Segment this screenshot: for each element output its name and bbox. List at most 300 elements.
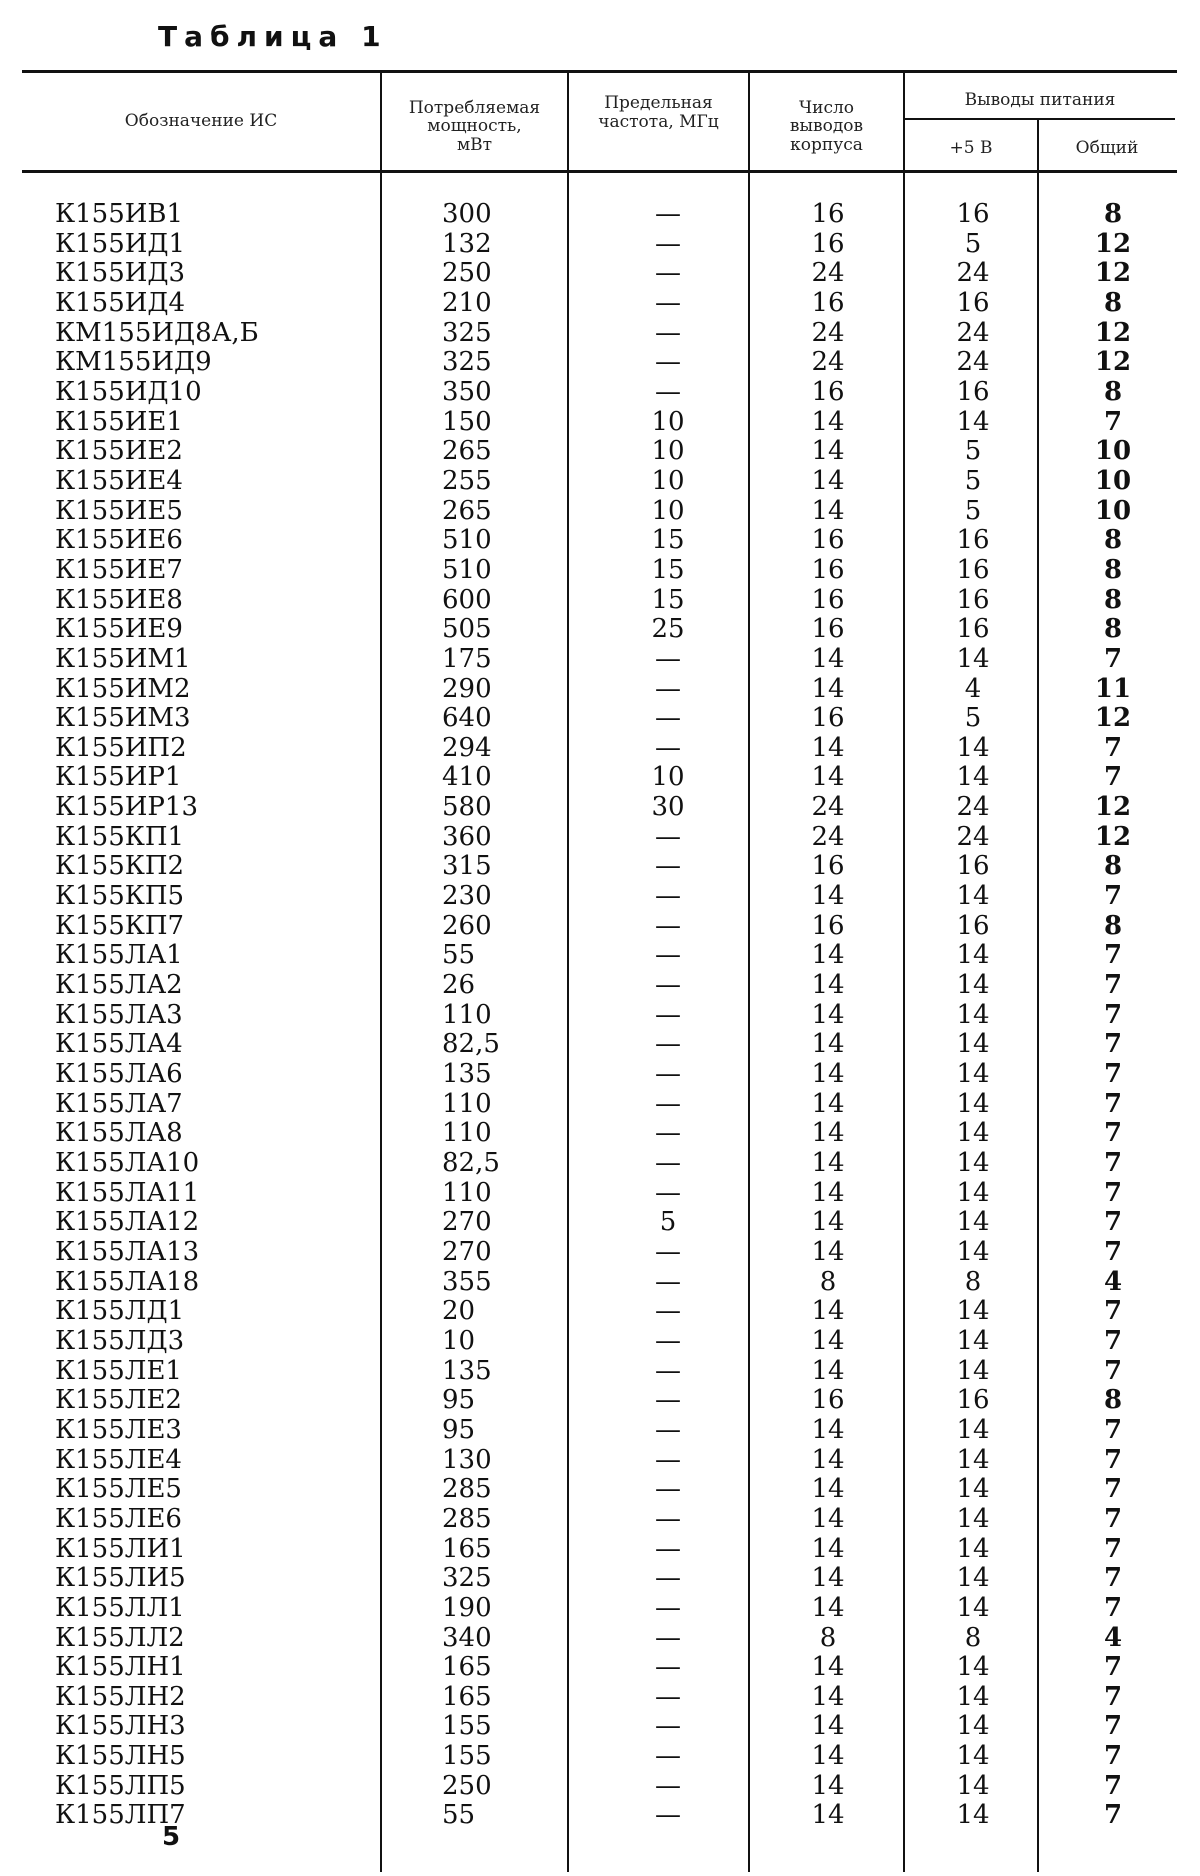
cell-frequency: —: [655, 1563, 681, 1594]
cell-power: 255: [442, 465, 492, 496]
top-rule: [22, 70, 1177, 73]
cell-designation: К155ЛЕ2: [55, 1385, 182, 1416]
header-bottom-rule: [22, 170, 1177, 173]
cell-pins: 14: [811, 1059, 845, 1090]
cell-plus5: 14: [956, 762, 990, 793]
cell-plus5: 8: [964, 1622, 982, 1653]
cell-designation: К155ИД4: [55, 287, 186, 318]
header-common: Общий: [1075, 138, 1139, 158]
cell-power: 150: [442, 406, 492, 437]
table-row: [0, 675, 1200, 705]
table-row: [0, 1119, 1200, 1149]
cell-plus5: 16: [956, 614, 990, 645]
cell-pins: 14: [811, 1088, 845, 1119]
cell-designation: К155ЛА11: [55, 1177, 200, 1208]
cell-frequency: —: [655, 1444, 681, 1475]
cell-designation: КМ155ИД8А,Б: [55, 317, 259, 348]
table-row: [0, 1712, 1200, 1742]
cell-common: 7: [1103, 999, 1123, 1030]
cell-power: 55: [442, 1800, 476, 1831]
cell-power: 155: [442, 1741, 492, 1772]
cell-power: 155: [442, 1711, 492, 1742]
cell-pins: 24: [811, 821, 845, 852]
cell-designation: К155ИЕ2: [55, 436, 183, 467]
cell-common: 7: [1103, 881, 1123, 912]
cell-pins: 16: [811, 199, 845, 229]
cell-common: 7: [1103, 1148, 1123, 1178]
cell-power: 340: [442, 1622, 492, 1653]
cell-power: 135: [442, 1059, 492, 1090]
table-row: [0, 467, 1200, 497]
table-row: [0, 348, 1200, 378]
table-row: [0, 1001, 1200, 1031]
cell-plus5: 4: [964, 673, 982, 704]
cell-common: 10: [1094, 436, 1132, 467]
cell-designation: К155ЛЕ5: [55, 1474, 182, 1505]
cell-power: 110: [442, 1118, 492, 1149]
cell-power: 110: [442, 1177, 492, 1208]
cell-frequency: —: [655, 732, 681, 763]
cell-plus5: 14: [956, 940, 990, 971]
cell-pins: 14: [811, 436, 845, 467]
cell-power: 210: [442, 287, 492, 318]
cell-plus5: 14: [956, 643, 990, 674]
cell-power: 20: [442, 1296, 476, 1327]
cell-common: 7: [1103, 970, 1123, 1001]
cell-plus5: 14: [956, 1118, 990, 1149]
cell-pins: 24: [811, 258, 845, 289]
cell-power: 410: [442, 762, 492, 793]
cell-plus5: 14: [956, 881, 990, 912]
cell-frequency: —: [655, 851, 681, 882]
cell-plus5: 16: [956, 1385, 990, 1416]
cell-designation: К155ЛА18: [55, 1266, 200, 1297]
cell-pins: 16: [811, 228, 845, 259]
cell-frequency: —: [655, 228, 681, 259]
table-row: [0, 1357, 1200, 1387]
cell-power: 110: [442, 999, 492, 1030]
cell-pins: 16: [811, 287, 845, 318]
cell-designation: К155ЛА1: [55, 940, 183, 971]
table-row: [0, 1535, 1200, 1565]
cell-designation: К155ЛЕ1: [55, 1355, 182, 1386]
cell-designation: К155ИЕ8: [55, 584, 183, 615]
table-row: [0, 1060, 1200, 1090]
cell-frequency: —: [655, 1059, 681, 1090]
cell-frequency: 10: [651, 762, 685, 793]
cell-pins: 14: [811, 1177, 845, 1208]
cell-plus5: 14: [956, 1148, 990, 1178]
cell-common: 7: [1103, 643, 1123, 674]
cell-common: 7: [1103, 1236, 1123, 1267]
cell-pins: 8: [819, 1266, 837, 1297]
table-row: [0, 763, 1200, 793]
table-row: [0, 882, 1200, 912]
cell-plus5: 14: [956, 1059, 990, 1090]
cell-frequency: 10: [651, 465, 685, 496]
cell-plus5: 14: [956, 1325, 990, 1356]
cell-frequency: —: [655, 1177, 681, 1208]
table-row: [0, 1505, 1200, 1535]
cell-common: 12: [1094, 821, 1132, 852]
cell-designation: К155КП5: [55, 881, 185, 912]
cell-frequency: —: [655, 287, 681, 318]
table-row: [0, 1624, 1200, 1654]
cell-common: 7: [1103, 1414, 1123, 1445]
cell-common: 10: [1094, 495, 1132, 526]
cell-power: 260: [442, 910, 492, 941]
table-row: [0, 704, 1200, 734]
cell-pins: 14: [811, 1800, 845, 1831]
cell-common: 8: [1103, 910, 1123, 941]
cell-pins: 14: [811, 999, 845, 1030]
cell-frequency: —: [655, 317, 681, 348]
cell-plus5: 14: [956, 1236, 990, 1267]
cell-designation: К155ЛА6: [55, 1059, 183, 1090]
table-row: [0, 1475, 1200, 1505]
cell-pins: 14: [811, 881, 845, 912]
cell-designation: К155ЛП7: [55, 1800, 186, 1831]
cell-frequency: —: [655, 673, 681, 704]
cell-plus5: 5: [964, 703, 982, 734]
table-row: [0, 378, 1200, 408]
cell-common: 7: [1103, 1681, 1123, 1712]
cell-frequency: 15: [651, 525, 685, 556]
cell-power: 270: [442, 1207, 492, 1238]
cell-power: 26: [442, 970, 476, 1001]
cell-designation: К155ИЕ6: [55, 525, 183, 556]
cell-frequency: —: [655, 970, 681, 1001]
cell-frequency: —: [655, 199, 681, 229]
table-row: [0, 1772, 1200, 1802]
cell-common: 7: [1103, 1207, 1123, 1238]
cell-power: 325: [442, 1563, 492, 1594]
table-row: [0, 941, 1200, 971]
table-row: [0, 823, 1200, 853]
table-row: [0, 526, 1200, 556]
cell-common: 7: [1103, 1503, 1123, 1534]
cell-designation: К155ИД1: [55, 228, 186, 259]
cell-frequency: —: [655, 1592, 681, 1623]
cell-plus5: 24: [956, 317, 990, 348]
cell-power: 165: [442, 1652, 492, 1683]
cell-plus5: 14: [956, 732, 990, 763]
cell-frequency: —: [655, 940, 681, 971]
cell-frequency: 15: [651, 584, 685, 615]
cell-frequency: —: [655, 1355, 681, 1386]
cell-designation: К155КП1: [55, 821, 185, 852]
cell-pins: 14: [811, 762, 845, 793]
cell-common: 8: [1103, 614, 1123, 645]
table-row: [0, 586, 1200, 616]
cell-plus5: 16: [956, 525, 990, 556]
cell-pins: 14: [811, 1207, 845, 1238]
cell-common: 8: [1103, 287, 1123, 318]
cell-plus5: 24: [956, 792, 990, 823]
cell-designation: К155ИЕ4: [55, 465, 183, 496]
cell-frequency: —: [655, 1800, 681, 1831]
cell-plus5: 14: [956, 1741, 990, 1772]
cell-common: 8: [1103, 525, 1123, 556]
cell-frequency: —: [655, 1770, 681, 1801]
cell-common: 7: [1103, 1059, 1123, 1090]
cell-designation: К155ИЕ7: [55, 554, 183, 585]
cell-power: 95: [442, 1385, 476, 1416]
table-row: [0, 556, 1200, 586]
cell-designation: К155ИД3: [55, 258, 186, 289]
table-row: [0, 1327, 1200, 1357]
cell-designation: К155ИЕ9: [55, 614, 183, 645]
cell-common: 11: [1094, 673, 1132, 704]
cell-power: 315: [442, 851, 492, 882]
cell-designation: К155ЛЕ6: [55, 1503, 182, 1534]
cell-designation: К155ЛА10: [55, 1148, 200, 1178]
cell-common: 7: [1103, 406, 1123, 437]
cell-power: 10: [442, 1325, 476, 1356]
cell-power: 270: [442, 1236, 492, 1267]
cell-frequency: —: [655, 1088, 681, 1119]
cell-frequency: 25: [651, 614, 685, 645]
cell-common: 4: [1103, 1622, 1123, 1653]
cell-frequency: —: [655, 1474, 681, 1505]
cell-designation: К155ИМ3: [55, 703, 191, 734]
cell-common: 7: [1103, 1355, 1123, 1386]
cell-common: 7: [1103, 1800, 1123, 1831]
cell-designation: К155ЛД1: [55, 1296, 185, 1327]
cell-plus5: 14: [956, 406, 990, 437]
cell-common: 8: [1103, 554, 1123, 585]
cell-common: 7: [1103, 1296, 1123, 1327]
cell-common: 7: [1103, 1088, 1123, 1119]
cell-power: 165: [442, 1681, 492, 1712]
cell-pins: 14: [811, 643, 845, 674]
cell-power: 190: [442, 1592, 492, 1623]
cell-plus5: 14: [956, 1207, 990, 1238]
cell-frequency: —: [655, 1503, 681, 1534]
cell-plus5: 14: [956, 1355, 990, 1386]
table-row: [0, 408, 1200, 438]
cell-power: 265: [442, 436, 492, 467]
cell-frequency: 5: [659, 1207, 677, 1238]
cell-frequency: 30: [651, 792, 685, 823]
cell-frequency: —: [655, 347, 681, 378]
cell-designation: К155ИП2: [55, 732, 187, 763]
cell-common: 8: [1103, 376, 1123, 407]
cell-common: 12: [1094, 347, 1132, 378]
table-row: [0, 734, 1200, 764]
cell-plus5: 8: [964, 1266, 982, 1297]
cell-common: 7: [1103, 1711, 1123, 1742]
cell-common: 12: [1094, 258, 1132, 289]
cell-frequency: —: [655, 643, 681, 674]
cell-plus5: 16: [956, 910, 990, 941]
cell-plus5: 24: [956, 347, 990, 378]
table-row: [0, 1446, 1200, 1476]
table-row: [0, 1090, 1200, 1120]
cell-plus5: 14: [956, 1177, 990, 1208]
cell-common: 7: [1103, 1652, 1123, 1683]
cell-common: 7: [1103, 1563, 1123, 1594]
table-row: [0, 1742, 1200, 1772]
cell-pins: 14: [811, 1355, 845, 1386]
cell-power: 290: [442, 673, 492, 704]
cell-pins: 24: [811, 317, 845, 348]
cell-power: 580: [442, 792, 492, 823]
cell-power: 294: [442, 732, 492, 763]
cell-frequency: 10: [651, 406, 685, 437]
header-supply-group: Выводы питания: [964, 90, 1116, 110]
cell-plus5: 14: [956, 1800, 990, 1831]
cell-frequency: —: [655, 1118, 681, 1149]
cell-designation: К155ЛА2: [55, 970, 183, 1001]
cell-pins: 14: [811, 1592, 845, 1623]
cell-plus5: 14: [956, 1088, 990, 1119]
cell-pins: 24: [811, 792, 845, 823]
cell-plus5: 14: [956, 999, 990, 1030]
cell-pins: 14: [811, 1533, 845, 1564]
cell-common: 10: [1094, 465, 1132, 496]
cell-power: 250: [442, 258, 492, 289]
cell-pins: 14: [811, 1296, 845, 1327]
cell-plus5: 14: [956, 1652, 990, 1683]
cell-frequency: —: [655, 1533, 681, 1564]
table-row: [0, 1386, 1200, 1416]
table-row: [0, 1683, 1200, 1713]
cell-pins: 14: [811, 406, 845, 437]
cell-plus5: 14: [956, 1681, 990, 1712]
cell-common: 7: [1103, 1474, 1123, 1505]
cell-pins: 14: [811, 732, 845, 763]
cell-designation: К155ИР1: [55, 762, 182, 793]
cell-pins: 14: [811, 1029, 845, 1060]
table-row: [0, 319, 1200, 349]
cell-frequency: —: [655, 1236, 681, 1267]
cell-power: 325: [442, 347, 492, 378]
cell-frequency: 10: [651, 495, 685, 526]
cell-pins: 14: [811, 1563, 845, 1594]
table-row: [0, 1149, 1200, 1179]
table-row: [0, 793, 1200, 823]
cell-power: 350: [442, 376, 492, 407]
cell-frequency: —: [655, 1325, 681, 1356]
cell-plus5: 16: [956, 199, 990, 229]
cell-pins: 16: [811, 584, 845, 615]
cell-plus5: 14: [956, 1444, 990, 1475]
cell-common: 7: [1103, 1770, 1123, 1801]
cell-common: 12: [1094, 317, 1132, 348]
cell-designation: К155ИМ2: [55, 673, 191, 704]
cell-power: 265: [442, 495, 492, 526]
cell-pins: 14: [811, 1325, 845, 1356]
cell-power: 285: [442, 1474, 492, 1505]
cell-designation: К155ЛА7: [55, 1088, 183, 1119]
table-row: [0, 1208, 1200, 1238]
cell-common: 8: [1103, 1385, 1123, 1416]
cell-plus5: 14: [956, 1533, 990, 1564]
cell-power: 95: [442, 1414, 476, 1445]
cell-plus5: 14: [956, 1563, 990, 1594]
cell-designation: К155ИЕ1: [55, 406, 183, 437]
cell-designation: К155ЛЛ1: [55, 1592, 185, 1623]
cell-power: 600: [442, 584, 492, 615]
table-row: [0, 1268, 1200, 1298]
cell-pins: 16: [811, 525, 845, 556]
table-row: [0, 1238, 1200, 1268]
table-row: [0, 289, 1200, 319]
cell-frequency: 10: [651, 436, 685, 467]
cell-common: 7: [1103, 1118, 1123, 1149]
table-row: [0, 645, 1200, 675]
cell-pins: 14: [811, 1414, 845, 1445]
cell-plus5: 14: [956, 1414, 990, 1445]
cell-designation: К155ЛЛ2: [55, 1622, 185, 1653]
cell-common: 7: [1103, 732, 1123, 763]
table-row: [0, 200, 1200, 230]
table-row: [0, 912, 1200, 942]
cell-pins: 14: [811, 1118, 845, 1149]
cell-power: 165: [442, 1533, 492, 1564]
cell-pins: 14: [811, 940, 845, 971]
cell-designation: К155ЛП5: [55, 1770, 186, 1801]
cell-common: 7: [1103, 1592, 1123, 1623]
cell-common: 7: [1103, 1444, 1123, 1475]
cell-designation: К155КП7: [55, 910, 185, 941]
cell-power: 325: [442, 317, 492, 348]
cell-designation: К155КП2: [55, 851, 185, 882]
cell-plus5: 5: [964, 495, 982, 526]
page-number: 5: [162, 1822, 181, 1852]
cell-power: 640: [442, 703, 492, 734]
cell-power: 360: [442, 821, 492, 852]
cell-common: 12: [1094, 703, 1132, 734]
cell-plus5: 14: [956, 970, 990, 1001]
cell-common: 8: [1103, 584, 1123, 615]
table-row: [0, 259, 1200, 289]
cell-designation: К155ЛН2: [55, 1681, 186, 1712]
cell-pins: 14: [811, 1503, 845, 1534]
table-row: [0, 1297, 1200, 1327]
cell-frequency: —: [655, 910, 681, 941]
cell-pins: 14: [811, 495, 845, 526]
cell-plus5: 14: [956, 1770, 990, 1801]
cell-power: 510: [442, 525, 492, 556]
cell-designation: КМ155ИД9: [55, 347, 212, 378]
cell-power: 355: [442, 1266, 492, 1297]
cell-frequency: —: [655, 999, 681, 1030]
cell-frequency: —: [655, 881, 681, 912]
cell-plus5: 14: [956, 1029, 990, 1060]
cell-frequency: —: [655, 1681, 681, 1712]
cell-plus5: 16: [956, 376, 990, 407]
cell-frequency: 15: [651, 554, 685, 585]
cell-power: 110: [442, 1088, 492, 1119]
cell-common: 12: [1094, 228, 1132, 259]
cell-plus5: 14: [956, 1503, 990, 1534]
cell-pins: 14: [811, 1148, 845, 1178]
cell-designation: К155ЛН5: [55, 1741, 186, 1772]
cell-common: 7: [1103, 762, 1123, 793]
cell-power: 505: [442, 614, 492, 645]
cell-pins: 14: [811, 673, 845, 704]
header-plus5: +5 В: [949, 138, 993, 158]
cell-plus5: 24: [956, 258, 990, 289]
cell-pins: 16: [811, 554, 845, 585]
cell-common: 8: [1103, 199, 1123, 229]
cell-plus5: 14: [956, 1474, 990, 1505]
cell-frequency: —: [655, 1711, 681, 1742]
cell-plus5: 16: [956, 584, 990, 615]
cell-pins: 14: [811, 465, 845, 496]
